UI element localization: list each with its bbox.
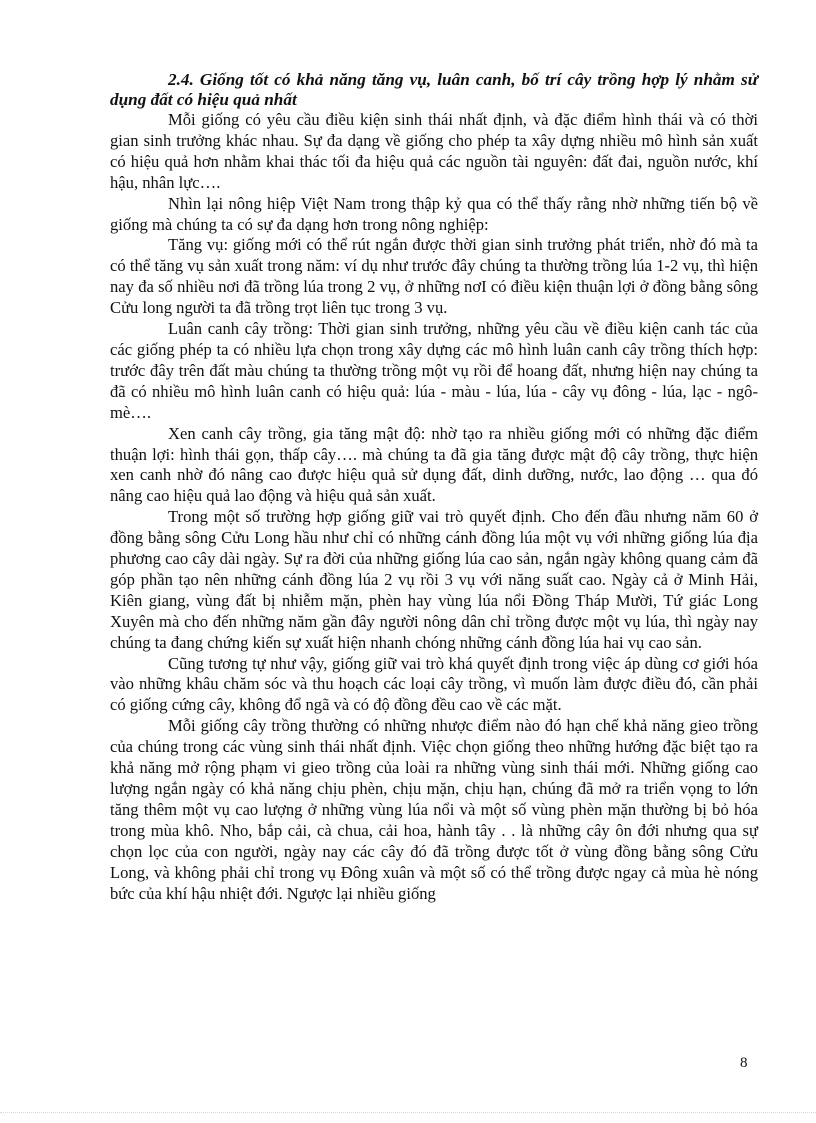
paragraph-mechanization: Cũng tương tự như vậy, giống giữ vai trò khá quyết định trong việc áp dùng cơ giới hóa vào những khâu chăm sóc và thu hoạch các loại cây trồng, vì muốn làm được điều đó, cần phải có giống cứng cây, không đổ ngã và có độ đồng đều cao về các mặt. — [110, 653, 758, 715]
page-number: 8 — [740, 1055, 748, 1071]
footer-divider — [0, 1112, 816, 1113]
section-heading: 2.4. Giống tốt có khả năng tăng vụ, luân canh, bố trí cây trồng hợp lý nhằm sử dụng đất có hiệu quả nhất — [110, 70, 758, 109]
paragraph-decisive-role: Trong một số trường hợp giống giữ vai trò quyết định. Cho đến đầu nhưng năm 60 ở đồng bằng sông Cửu Long hầu như chỉ có những cánh đồng lúa một vụ với những giống lúa địa phương cao cây dài ngày. Sự ra đời của những giống lúa cao sản, ngắn ngày không quang cảm đã góp phần tạo nên những cánh đồng lúa 2 vụ rồi 3 vụ với năng suất cao. Ngày cả ở Minh Hải, Kiên giang, vùng đất bị nhiễm mặn, phèn hay vùng lúa nổi Đồng Tháp Mười, Tứ giác Long Xuyên mà cho đến những năm gần đây người nông dân chỉ trồng được một vụ lúa, thì ngày nay chúng ta đang chứng kiến sự xuất hiện nhanh chóng những cánh đồng lúa hai vụ cao sản. — [110, 507, 758, 652]
paragraph-intro: Mỗi giống có yêu cầu điều kiện sinh thái nhất định, và đặc điểm hình thái và có thời gian sinh trưởng khác nhau. Sự đa dạng về giống cho phép ta xây dựng nhiều mô hình sản xuất có hiệu quả hơn nhằm khai thác tối đa hiệu quả các nguồn tài nguyên: đất đai, nguồn nước, khí hậu, nhân lực…. — [110, 110, 758, 192]
paragraph-xen-canh: Xen canh cây trồng, gia tăng mật độ: nhờ tạo ra nhiều giống mới có những đặc điểm thuận lợi: hình thái gọn, thấp cây…. mà chúng ta đã gia tăng được mật độ cây trồng, thực hiện xen canh nhờ đó nâng cao được hiệu quả sử dụng đất, dinh dưỡng, nước, lao động … qua đó nâng cao hiệu quả lao động và hiệu quả sản xuất. — [110, 423, 758, 506]
paragraph-expansion: Mỗi giống cây trồng thường có những nhược điểm nào đó hạn chế khả năng gieo trồng của chúng trong các vùng sinh thái nhất định. Việc chọn giống theo những hướng đặc biệt tạo ra khả năng mở rộng phạm vi gieo trồng của loài ra những vùng sinh thái mới. Những giống cao lượng ngắn ngày có khả năng chịu phèn, chịu mặn, chịu hạn, chúng đã mở ra triển vọng to lớn tăng thêm một vụ cao lượng ở những vùng lúa nổi và một số vùng phèn mặn thường bị bỏ hóa trong mùa khô. Nho, bắp cải, cà chua, cải hoa, hành tây . . là những cây ôn đới nhưng qua sự chọn lọc của con người, ngày nay các cây đó đã trồng được tốt ở vùng đồng bằng sông Cửu Long, và không phải chỉ trong vụ Đông xuân và một số có thể trồng được ngay cả mùa hè nóng bức của khí hậu nhiệt đới. Ngược lại nhiều giống — [110, 716, 758, 903]
paragraph-luan-canh: Luân canh cây trồng: Thời gian sinh trưởng, những yêu cầu về điều kiện canh tác của các giống phép ta có nhiều lựa chọn trong xây dựng các mô hình luân canh cây trồng thích hợp: trước đây trên đất màu chúng ta thường trồng một vụ rồi để hoang đất, nhưng hiện nay chúng ta đã có nhiều mô hình luân canh có hiệu quả: lúa - màu - lúa, lúa - cây vụ đông - lúa, lạc - ngô- mè…. — [110, 319, 758, 422]
paragraph-review: Nhìn lại nông hiệp Việt Nam trong thập kỷ qua có thể thấy rằng nhờ những tiến bộ về giống mà chúng ta có sự đa dạng hơn trong nông nghiệp: — [110, 193, 758, 234]
paragraph-tang-vu: Tăng vụ: giống mới có thể rút ngắn được thời gian sinh trưởng phát triển, nhờ đó mà ta có thể tăng vụ sản xuất trong năm: ví dụ như trước đây chúng ta thường trồng lúa 1-2 vụ, thì hiện nay đa số nhiều nơi đã trồng lúa trong 2 vụ, ở những nơI có điều kiện thuận lợi ở đồng bằng sông Cửu long người ta đã trồng trọt liên tục trong 3 vụ. — [110, 235, 758, 318]
